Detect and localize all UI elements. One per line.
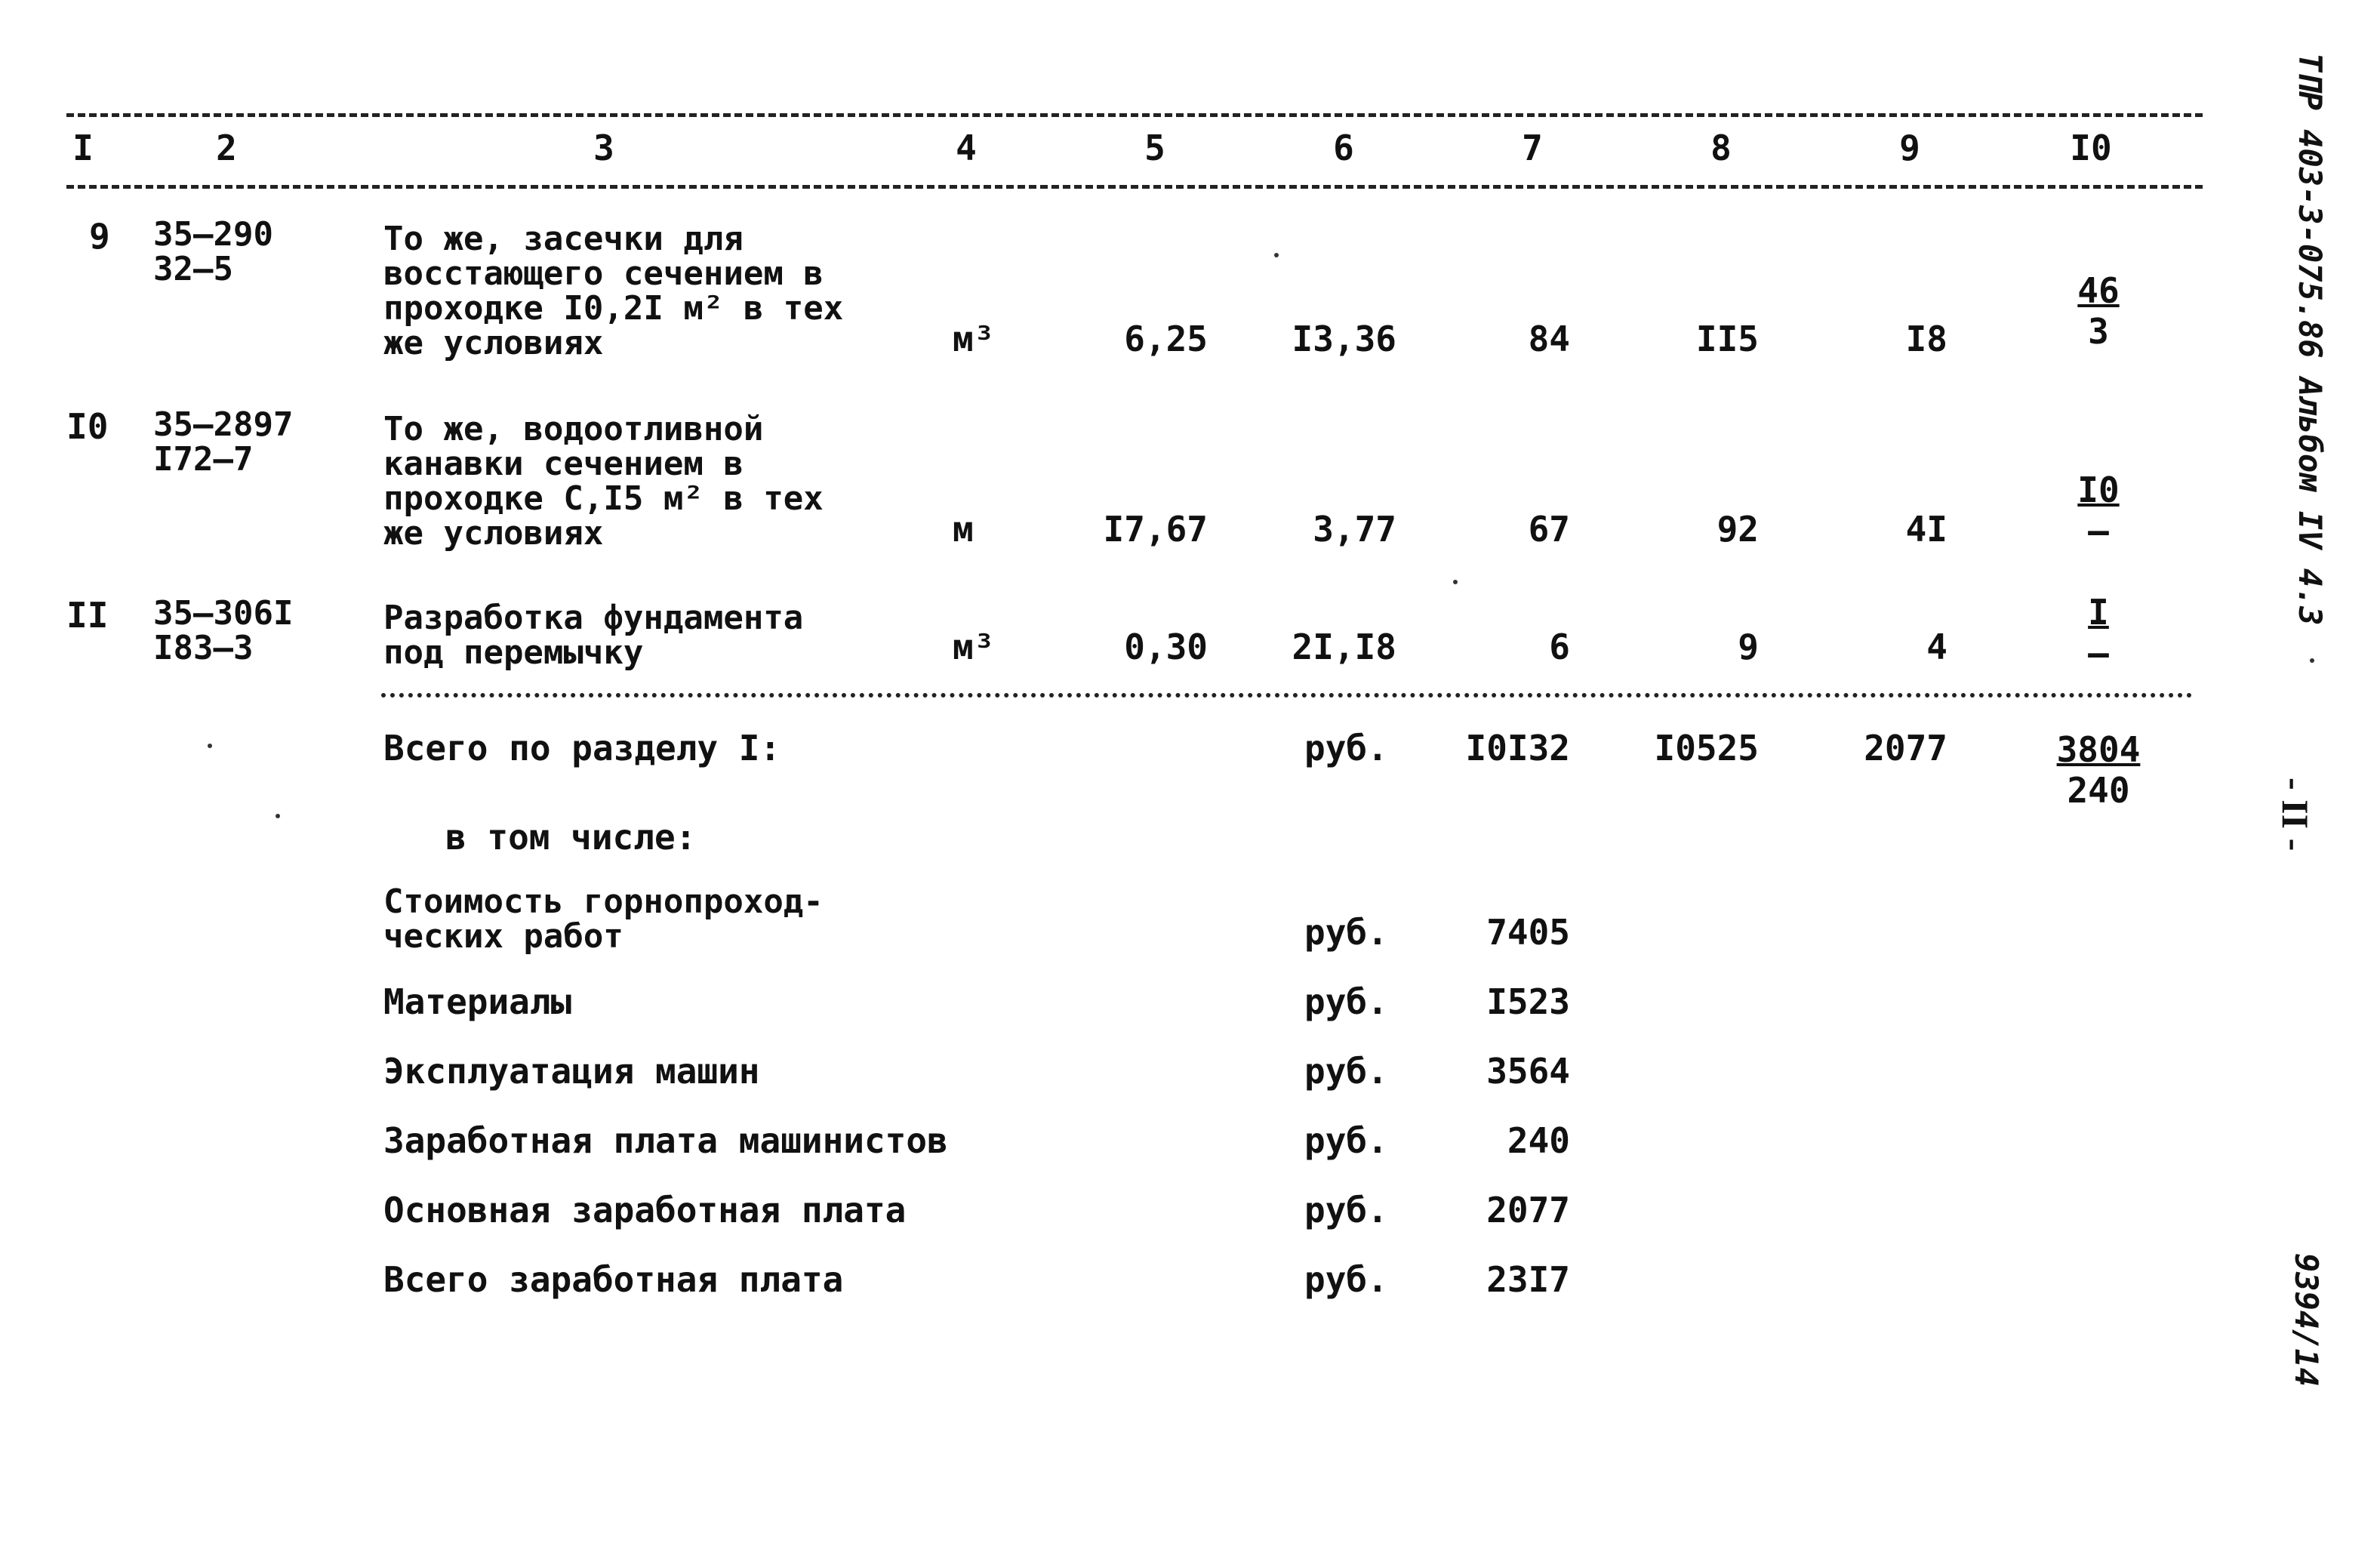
row-col5: 0,30 <box>1124 627 1208 667</box>
row-unit: м³ <box>953 627 995 667</box>
total-col8: I0525 <box>1654 728 1759 768</box>
row-col7: 84 <box>1528 319 1570 359</box>
header-bottom-rule <box>66 185 2203 189</box>
row-code: 35–2897 I72–7 <box>153 405 294 479</box>
row-col10-top: I0 <box>2077 470 2120 510</box>
col-header-9: 9 <box>1899 128 1920 168</box>
margin-page-number: - II - <box>2274 778 2317 852</box>
row-col9: 4I <box>1905 509 1947 550</box>
row-description: То же, водоотливной канавки сечением в проходке С,I5 м² в тех же условиях <box>383 410 824 553</box>
breakdown-value: 3564 <box>1486 1051 1570 1092</box>
total-col9: 2077 <box>1864 728 1947 768</box>
scan-speck <box>1274 253 1279 257</box>
breakdown-unit: руб. <box>1304 1051 1388 1092</box>
row-col9: I8 <box>1905 319 1947 359</box>
row-col6: 3,77 <box>1313 509 1396 550</box>
margin-inventory-number: 9394/14 <box>2288 1253 2325 1387</box>
total-col10-bottom: 240 <box>2067 770 2130 811</box>
row-unit: м <box>953 509 974 550</box>
section-divider <box>381 693 2193 698</box>
row-col10 <box>2053 270 2144 352</box>
row-col10-bottom: – <box>2088 633 2109 673</box>
breakdown-value: 23I7 <box>1486 1259 1570 1300</box>
scan-speck <box>208 744 212 748</box>
header-top-rule <box>66 113 2203 117</box>
breakdown-value: 2077 <box>1486 1190 1570 1230</box>
total-col7: I0I32 <box>1465 728 1570 768</box>
row-col5: I7,67 <box>1103 509 1208 550</box>
col-header-2: 2 <box>216 128 237 168</box>
row-description: То же, засечки для восстающего сечением в проходке I0,2I м² в тех же условиях <box>383 220 844 362</box>
col-header-6: 6 <box>1333 128 1354 168</box>
col-header-1: I <box>72 128 94 168</box>
row-col10-bottom: – <box>2088 510 2109 551</box>
margin-doc-reference: ТПР 403-3-075.86 Альбом IV 4.3 <box>2292 53 2329 626</box>
breakdown-unit: руб. <box>1304 1190 1388 1230</box>
col-header-10: I0 <box>2070 128 2112 168</box>
row-col10 <box>2053 470 2144 551</box>
row-number: I0 <box>66 406 109 447</box>
row-col6: 2I,I8 <box>1292 627 1396 667</box>
breakdown-unit: руб. <box>1304 1120 1388 1161</box>
row-description: Разработка фундамента под перемычку <box>383 599 804 672</box>
row-col10-top: 46 <box>2077 270 2120 311</box>
breakdown-label: Эксплуатация машин <box>383 1051 760 1092</box>
row-col7: 67 <box>1528 509 1570 550</box>
row-unit: м³ <box>953 319 995 359</box>
row-col5: 6,25 <box>1124 319 1208 359</box>
row-col8: 9 <box>1738 627 1759 667</box>
breakdown-unit: руб. <box>1304 912 1388 953</box>
breakdown-value: 7405 <box>1486 912 1570 953</box>
breakdown-label: Материалы <box>383 981 572 1022</box>
row-col8: 92 <box>1716 509 1759 550</box>
total-col10-top: 3804 <box>2056 729 2141 770</box>
breakdown-label: Стоимость горнопроход- ческих работ <box>383 882 824 956</box>
breakdown-label: Всего заработная плата <box>383 1259 844 1300</box>
breakdown-unit: руб. <box>1304 981 1388 1022</box>
total-label: Всего по разделу I: <box>383 728 781 768</box>
col-header-3: 3 <box>593 128 614 168</box>
row-code: 35–290 32–5 <box>153 215 273 288</box>
breakdown-label: Основная заработная плата <box>383 1190 907 1230</box>
col-header-7: 7 <box>1522 128 1543 168</box>
row-col10 <box>2053 592 2144 673</box>
total-col10 <box>2038 729 2159 811</box>
breakdown-label: Заработная плата машинистов <box>383 1120 948 1161</box>
row-col7: 6 <box>1549 627 1570 667</box>
including-label: в том числе: <box>445 817 697 858</box>
row-col10-bottom: 3 <box>2088 311 2109 352</box>
row-code: 35–306I I83–3 <box>153 594 294 667</box>
col-header-5: 5 <box>1144 128 1165 168</box>
row-col9: 4 <box>1926 627 1947 667</box>
row-col6: I3,36 <box>1292 319 1396 359</box>
breakdown-value: I523 <box>1486 981 1570 1022</box>
row-number: II <box>66 595 109 636</box>
scan-speck <box>1453 580 1458 584</box>
row-col8: II5 <box>1695 319 1759 359</box>
breakdown-value: 240 <box>1507 1120 1570 1161</box>
row-col10-top: I <box>2088 592 2109 633</box>
col-header-4: 4 <box>956 128 977 168</box>
row-number: 9 <box>89 216 110 257</box>
col-header-8: 8 <box>1710 128 1732 168</box>
total-unit: руб. <box>1304 728 1388 768</box>
breakdown-unit: руб. <box>1304 1259 1388 1300</box>
scan-speck <box>276 814 280 818</box>
scan-speck <box>2310 658 2314 663</box>
